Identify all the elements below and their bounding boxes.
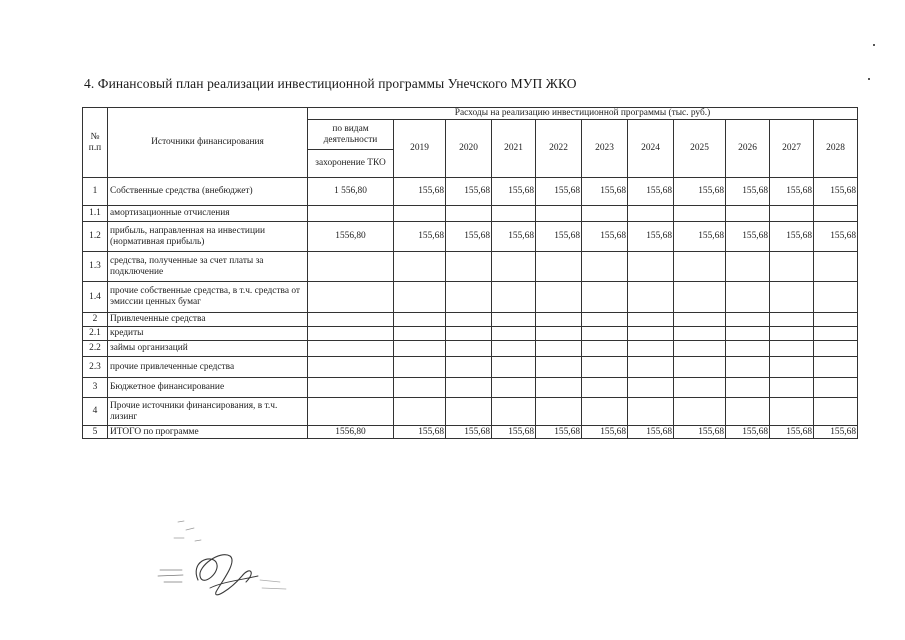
row-year-value	[770, 357, 814, 378]
header-year: 2026	[726, 120, 770, 178]
row-year-value: 155,68	[582, 222, 628, 252]
financial-plan-table	[82, 107, 858, 439]
row-year-value	[814, 313, 858, 327]
row-total	[308, 206, 394, 222]
header-year: 2024	[628, 120, 674, 178]
document-title: 4. Финансовый план реализации инвестиционной программы Унечского МУП ЖКО	[84, 76, 577, 91]
row-year-value	[394, 378, 446, 398]
row-year-value	[446, 206, 492, 222]
row-year-value	[628, 357, 674, 378]
table-row	[83, 327, 858, 341]
row-year-value	[582, 378, 628, 398]
row-total	[308, 398, 394, 426]
row-year-value	[674, 282, 726, 313]
row-total	[308, 252, 394, 282]
row-number: 1.1	[83, 206, 108, 222]
row-year-value	[492, 252, 536, 282]
table-row	[83, 282, 858, 313]
row-year-value	[726, 206, 770, 222]
row-total	[308, 341, 394, 357]
row-year-value: 155,68	[628, 222, 674, 252]
row-source: прочие привлеченные средства	[108, 357, 308, 378]
row-year-value	[814, 282, 858, 313]
row-year-value	[628, 327, 674, 341]
row-year-value: 155,68	[394, 178, 446, 206]
row-year-value	[770, 378, 814, 398]
row-year-value	[726, 313, 770, 327]
row-year-value	[394, 327, 446, 341]
row-year-value	[726, 327, 770, 341]
row-number: 5	[83, 426, 108, 439]
row-source: займы организаций	[108, 341, 308, 357]
row-year-value: 155,68	[446, 222, 492, 252]
table-row	[83, 341, 858, 357]
table-row	[83, 178, 858, 206]
row-year-value	[674, 206, 726, 222]
row-year-value	[770, 398, 814, 426]
header-num: № п.п	[83, 108, 108, 178]
scan-speck	[873, 44, 875, 46]
row-year-value	[770, 313, 814, 327]
row-year-value	[492, 206, 536, 222]
row-total	[308, 378, 394, 398]
row-year-value	[674, 357, 726, 378]
row-source: средства, полученные за счет платы за подключение	[108, 252, 308, 282]
row-year-value	[582, 357, 628, 378]
row-number: 4	[83, 398, 108, 426]
row-year-value: 155,68	[492, 178, 536, 206]
row-year-value: 155,68	[582, 426, 628, 439]
scan-speck	[868, 78, 870, 80]
row-year-value	[674, 327, 726, 341]
row-number: 2.2	[83, 341, 108, 357]
row-year-value: 155,68	[674, 222, 726, 252]
row-year-value	[536, 378, 582, 398]
row-year-value	[536, 398, 582, 426]
header-source: Источники финансирования	[108, 108, 308, 178]
row-year-value	[536, 327, 582, 341]
row-year-value: 155,68	[536, 178, 582, 206]
row-year-value: 155,68	[446, 426, 492, 439]
table-row	[83, 398, 858, 426]
row-year-value	[492, 313, 536, 327]
row-total	[308, 327, 394, 341]
row-year-value	[814, 252, 858, 282]
row-year-value	[446, 313, 492, 327]
header-by-activity: по видам деятельности	[308, 120, 394, 150]
row-year-value	[726, 357, 770, 378]
row-year-value	[814, 357, 858, 378]
row-year-value: 155,68	[726, 426, 770, 439]
row-year-value	[674, 252, 726, 282]
row-year-value	[582, 206, 628, 222]
row-year-value	[446, 327, 492, 341]
row-year-value: 155,68	[628, 178, 674, 206]
row-year-value	[492, 378, 536, 398]
row-total	[308, 313, 394, 327]
row-year-value: 155,68	[726, 222, 770, 252]
row-year-value	[674, 398, 726, 426]
row-year-value	[628, 398, 674, 426]
row-year-value: 155,68	[674, 178, 726, 206]
table-row	[83, 426, 858, 439]
row-year-value: 155,68	[726, 178, 770, 206]
row-year-value	[628, 206, 674, 222]
row-year-value	[628, 341, 674, 357]
row-year-value	[814, 341, 858, 357]
header-year: 2027	[770, 120, 814, 178]
row-year-value	[394, 341, 446, 357]
header-year: 2021	[492, 120, 536, 178]
signature-image	[150, 510, 300, 605]
row-year-value	[582, 341, 628, 357]
row-source: прибыль, направленная на инвестиции (нормативная прибыль)	[108, 222, 308, 252]
row-total: 1556,80	[308, 426, 394, 439]
row-year-value: 155,68	[394, 426, 446, 439]
row-year-value	[536, 282, 582, 313]
row-year-value	[628, 252, 674, 282]
row-number: 1.4	[83, 282, 108, 313]
row-year-value	[536, 357, 582, 378]
row-year-value	[492, 357, 536, 378]
row-year-value	[814, 378, 858, 398]
row-year-value: 155,68	[770, 426, 814, 439]
row-year-value	[536, 313, 582, 327]
row-year-value	[726, 252, 770, 282]
header-year: 2023	[582, 120, 628, 178]
row-year-value	[446, 357, 492, 378]
row-year-value	[394, 252, 446, 282]
row-year-value: 155,68	[536, 222, 582, 252]
table-row	[83, 313, 858, 327]
header-year: 2022	[536, 120, 582, 178]
row-year-value	[446, 378, 492, 398]
row-total: 1556,80	[308, 222, 394, 252]
row-number: 2.1	[83, 327, 108, 341]
row-source: прочие собственные средства, в т.ч. средства от эмиссии ценных бумаг	[108, 282, 308, 313]
row-year-value: 155,68	[674, 426, 726, 439]
row-year-value	[394, 206, 446, 222]
row-year-value	[582, 313, 628, 327]
row-year-value	[770, 252, 814, 282]
row-year-value: 155,68	[814, 426, 858, 439]
row-year-value	[536, 206, 582, 222]
row-year-value	[726, 398, 770, 426]
row-year-value	[674, 313, 726, 327]
row-year-value	[726, 341, 770, 357]
row-year-value: 155,68	[492, 426, 536, 439]
row-year-value	[726, 378, 770, 398]
row-year-value: 155,68	[814, 178, 858, 206]
row-number: 1.2	[83, 222, 108, 252]
row-year-value	[814, 206, 858, 222]
row-year-value	[536, 341, 582, 357]
header-expenses: Расходы на реализацию инвестиционной программы (тыс. руб.)	[308, 108, 858, 120]
row-year-value	[582, 252, 628, 282]
row-source: Бюджетное финансирование	[108, 378, 308, 398]
row-source: Привлеченные средства	[108, 313, 308, 327]
row-source: Прочие источники финансирования, в т.ч. лизинг	[108, 398, 308, 426]
header-year: 2020	[446, 120, 492, 178]
row-year-value	[770, 206, 814, 222]
row-year-value	[446, 341, 492, 357]
row-number: 1.3	[83, 252, 108, 282]
row-year-value	[446, 252, 492, 282]
row-year-value	[492, 341, 536, 357]
row-year-value	[492, 327, 536, 341]
row-total	[308, 357, 394, 378]
row-year-value	[770, 282, 814, 313]
row-year-value	[582, 398, 628, 426]
table-row	[83, 206, 858, 222]
row-year-value: 155,68	[446, 178, 492, 206]
row-total: 1 556,80	[308, 178, 394, 206]
row-year-value	[628, 378, 674, 398]
table-row	[83, 378, 858, 398]
row-year-value: 155,68	[582, 178, 628, 206]
row-year-value: 155,68	[628, 426, 674, 439]
row-number: 1	[83, 178, 108, 206]
row-year-value	[628, 282, 674, 313]
row-source: кредиты	[108, 327, 308, 341]
row-number: 2	[83, 313, 108, 327]
row-year-value	[770, 341, 814, 357]
row-year-value	[628, 313, 674, 327]
row-year-value	[770, 327, 814, 341]
header-year: 2025	[674, 120, 726, 178]
row-year-value	[582, 282, 628, 313]
row-year-value	[814, 398, 858, 426]
row-year-value	[674, 341, 726, 357]
row-year-value	[726, 282, 770, 313]
row-year-value	[674, 378, 726, 398]
row-year-value	[394, 282, 446, 313]
row-year-value	[536, 252, 582, 282]
row-year-value	[394, 357, 446, 378]
row-source: Собственные средства (внебюджет)	[108, 178, 308, 206]
row-year-value: 155,68	[394, 222, 446, 252]
row-year-value: 155,68	[536, 426, 582, 439]
header-year: 2028	[814, 120, 858, 178]
header-year: 2019	[394, 120, 446, 178]
table-row	[83, 357, 858, 378]
table-row	[83, 252, 858, 282]
row-year-value	[446, 398, 492, 426]
row-year-value	[492, 398, 536, 426]
row-source: ИТОГО по программе	[108, 426, 308, 439]
row-year-value	[814, 327, 858, 341]
row-source: амортизационные отчисления	[108, 206, 308, 222]
header-row-top	[83, 108, 858, 120]
row-year-value: 155,68	[770, 178, 814, 206]
row-year-value	[582, 327, 628, 341]
row-number: 3	[83, 378, 108, 398]
header-activity-type: захоронение ТКО	[308, 150, 394, 178]
table-row	[83, 222, 858, 252]
row-year-value	[446, 282, 492, 313]
row-year-value	[492, 282, 536, 313]
row-total	[308, 282, 394, 313]
row-year-value	[394, 313, 446, 327]
row-year-value	[394, 398, 446, 426]
row-year-value: 155,68	[814, 222, 858, 252]
row-year-value: 155,68	[492, 222, 536, 252]
row-number: 2.3	[83, 357, 108, 378]
row-year-value: 155,68	[770, 222, 814, 252]
